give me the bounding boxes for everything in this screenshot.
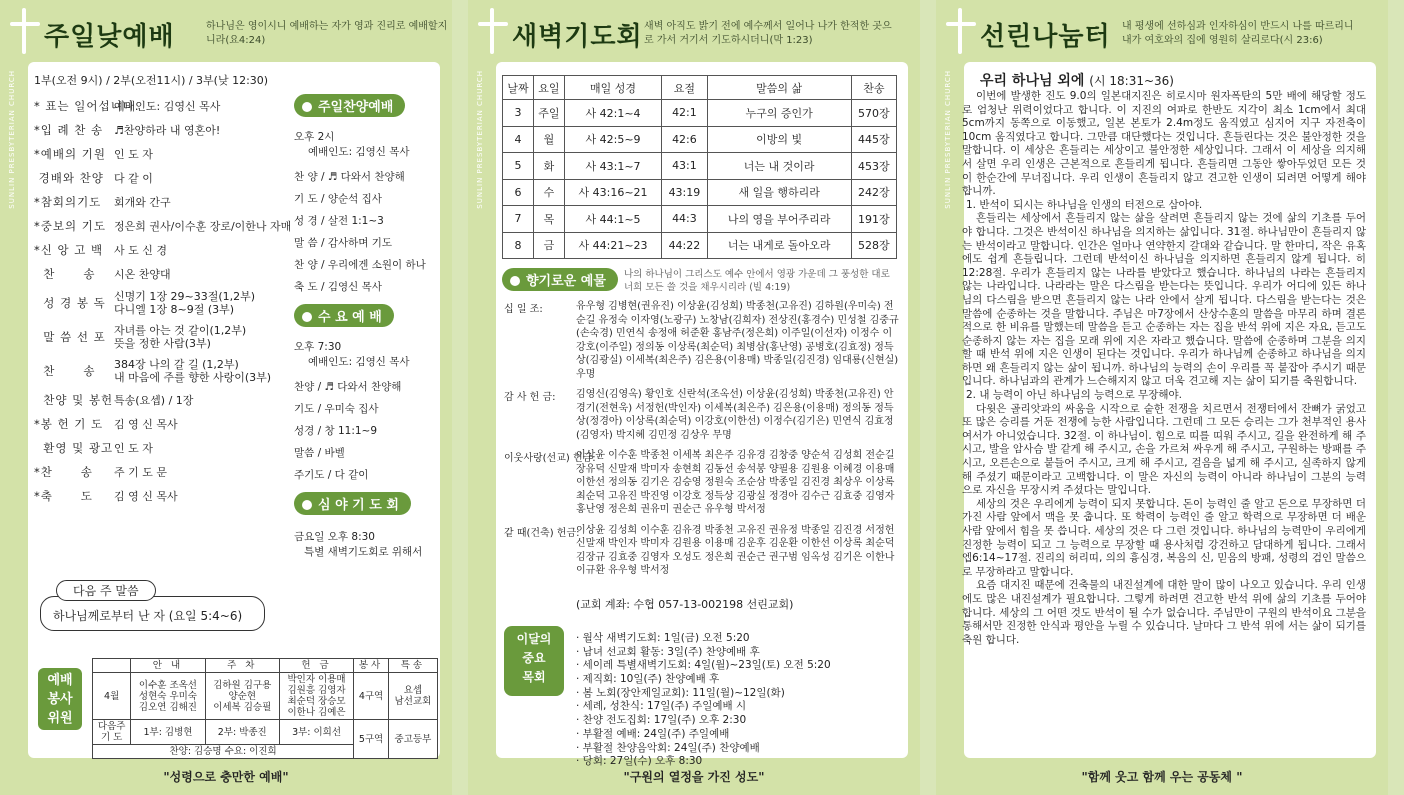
news-item: · 당회: 27일(수) 오후 8:30	[576, 755, 703, 768]
order-item-label: *찬 송	[34, 465, 93, 479]
offering-names: 이상윤 이수훈 박종천 이세복 최은주 김유경 김창중 양순석 김성희 전순길 장유덕 신말재 박미자 송현희 김동선 송석봉 양필용 김원용 이혜경 이용매 이한선 정의동 김기은 김승영 정원숙 조순삼 박종일 김진경 최상우 이상록 최순덕 고유진 박진영 이강호 정득상 김광실 정경아 김수근 김효중 김영자 홍난영 정은희 권유미 권순근 유우형 박서정	[576, 450, 895, 515]
order-row	[34, 320, 294, 354]
order-item-value: 김 영 신 목사	[114, 417, 178, 431]
side-church-name: SUNLIN PRESBYTERIAN CHURCH	[476, 70, 484, 209]
duty-cell: 요셉 남선교회	[388, 673, 437, 720]
order-row	[34, 436, 294, 460]
column-paragraph: 다윗은 골리앗과의 싸움을 시작으로 숱한 전쟁을 치르면서 전쟁터에서 잔뼈가 굵었고 또 많은 승리를 거둔 전쟁에 능한 사람입니다. 그런데 그 모든 승리는 그가 천부적인 용사여서가 아니었습니다. 32절. 이 하나님이. 힘으로 띠를 띠워 주시고, 길을 완전하게 해 주시고, 발을 암사슴 발 같게 해 주시고, 손을 가르쳐 싸우게 해 주시고, 구원하는 방패를 주시고, 오른손으로 붙들어 주시고, 크게 해 주시고, 걸음을 넓게 해 주시고, 실족하지 않게 해 주셨기 때문이라고 고백합니다. 이 말은 자신의 능력이 아니라 하나님이 그분의 능력으로 자신을 무장시켜 주셨다는 말입니다.	[962, 402, 1366, 497]
order-item-value: 주 기 도 문	[114, 465, 167, 479]
dawn-header: 매일 성경	[564, 76, 661, 100]
dawn-header: 말씀의 삶	[707, 76, 851, 100]
news-item: · 월삭 새벽기도회: 1일(금) 오전 5:20	[576, 632, 750, 644]
order-row	[34, 286, 294, 320]
duty-header: 주 차	[205, 659, 279, 673]
cross-icon	[958, 8, 962, 54]
column-ref: (시 18:31~36)	[1089, 74, 1174, 88]
dawn-cell: 사 43:16~21	[564, 179, 661, 206]
order-row	[34, 142, 294, 166]
news-item: · 봄 노회(장안제일교회): 11일(월)~12일(화)	[576, 686, 785, 699]
order-item-label: 찬양 및 봉헌	[34, 393, 114, 407]
dawn-header: 날짜	[503, 76, 534, 100]
order-item-label: 말 씀 선 포	[34, 330, 106, 344]
dawn-cell: 43:1	[662, 153, 707, 180]
order-row	[34, 118, 294, 142]
order-item-label: 환영 및 광고	[34, 441, 114, 455]
order-item-value: 신명기 1장 29~33절(1,2부) 다니엘 1장 8~9절 (3부)	[114, 290, 256, 316]
dawn-cell: 목	[533, 206, 564, 233]
dawn-header: 요일	[533, 76, 564, 100]
duty-cell: 중고등부	[388, 720, 437, 759]
side-church-name: SUNLIN PRESBYTERIAN CHURCH	[8, 70, 16, 209]
column-title-text: 우리 하나님 외에	[980, 73, 1085, 89]
order-item-value: 회개와 간구	[114, 195, 171, 209]
monthly-news-label: 이달의 중요 목회	[504, 626, 564, 696]
news-item: · 세이레 특별새벽기도회: 4일(월)~23일(토) 오전 5:20	[576, 659, 831, 672]
monthly-news	[576, 630, 896, 767]
news-item: · 세례, 성찬식: 17일(주) 주일예배 시	[576, 700, 747, 713]
service-times: 1부(오전 9시) / 2부(오전11시) / 3부(낮 12:30)	[34, 74, 269, 87]
service-row: 성경 / 창 11:1~9	[294, 425, 378, 437]
duty-extra: 찬양: 김승명 수요: 이진희	[93, 745, 354, 759]
order-row	[34, 484, 294, 508]
order-item-label: 경배와 찬양	[34, 171, 104, 185]
order-item-value: 사 도 신 경	[114, 243, 167, 257]
wednesday-title-text: 수 요 예 배	[318, 310, 382, 325]
next-week-label: 다음 주 말씀	[56, 580, 156, 601]
column-subheading: 1. 반석이 되시는 하나님을 인생의 터전으로 삼아야.	[966, 198, 1203, 211]
order-item-label: *신 앙 고 백	[34, 243, 104, 257]
dawn-cell: 수	[533, 179, 564, 206]
order-row	[34, 460, 294, 484]
column-paragraph: 요즘 대지진 때문에 건축물의 내진설계에 대한 말이 많이 나오고 있습니다. 우리 인생에도 많은 내진설계가 필요합니다. 그렇게 하려면 견고한 반석 위에 삶의 기초를 두어야 합니다. 세상의 그 어떤 것도 반석이 될 수가 없습니다. 주님만이 구원의 반석이요 그분을 통해서만 진정한 안식과 평안을 누릴 수 있습니다. 날마다 그 반석 위에 서는 삶이 되기를 축원 합니다.	[962, 579, 1366, 646]
service-row: 성 경 / 살전 1:1~3	[294, 215, 384, 227]
duty-cell: 4구역	[354, 673, 389, 720]
panel-header	[478, 8, 910, 56]
dawn-cell: 누구의 증인가	[707, 100, 851, 127]
duty-cell: 1부: 김병현	[131, 720, 205, 745]
service-row: 축 도 / 김영신 목사	[294, 281, 382, 293]
offering-row	[504, 388, 899, 442]
service-row: 찬양 / ♬ 다와서 찬양해	[294, 381, 402, 393]
dawn-cell: 주일	[533, 100, 564, 127]
order-item-value: 시온 찬양대	[114, 267, 171, 281]
news-item: · 부활절 예배: 24일(주) 주일예배	[576, 727, 730, 740]
panel-motto: "구원의 열정을 가진 성도"	[623, 770, 765, 784]
dot-icon	[302, 102, 312, 112]
order-item-label: *축 도	[34, 489, 93, 503]
wednesday-service-title	[294, 304, 394, 327]
offering-type: 십 일 조:	[504, 304, 543, 315]
dawn-row	[503, 100, 897, 127]
next-week-sermon: 하나님께로부터 난 자 (요일 5:4~6)	[40, 596, 265, 631]
offering-names: 이상윤 김성희 이수훈 김유경 박종천 고유진 권유정 박종일 김진경 서정헌 신말재 박인자 박미자 김원용 이용매 김운후 김운환 이한선 이상록 최순덕 김장규 김효중 김영자 오성도 정은희 권순근 권구범 임옥성 김기은 이한나 이규환 유우형 박서정	[576, 524, 895, 576]
cross-bar	[478, 22, 508, 26]
panel-title: 선린나눔터	[980, 22, 1111, 52]
offering-verse: 나의 하나님이 그리스도 예수 안에서 영광 가운데 그 풍성한 대로 너희 모든 쓸 것을 채우시리라 (빌 4:19)	[624, 269, 890, 293]
dot-icon	[302, 500, 312, 510]
order-item-label: *예배의 기원	[34, 147, 106, 161]
dawn-cell: 570장	[851, 100, 896, 127]
dawn-cell: 이방의 빛	[707, 126, 851, 153]
offering-row	[504, 300, 899, 381]
order-row	[34, 354, 294, 388]
dawn-cell: 금	[533, 232, 564, 259]
worship-order	[34, 72, 294, 508]
dawn-row	[503, 126, 897, 153]
service-row: 말씀 / 바벨	[294, 447, 345, 459]
dawn-cell: 7	[503, 206, 534, 233]
dawn-row	[503, 153, 897, 180]
dawn-cell: 3	[503, 100, 534, 127]
duty-header: 특송	[388, 659, 437, 673]
duty-cell: 3부: 이희선	[279, 720, 353, 745]
dawn-cell: 44:3	[662, 206, 707, 233]
dawn-cell: 44:22	[662, 232, 707, 259]
dawn-cell: 4	[503, 126, 534, 153]
order-item-value: 인 도 자	[114, 147, 153, 161]
duty-cell: 5구역	[354, 720, 389, 759]
order-item-value: 인 도 자	[114, 441, 153, 455]
column-paragraph: 세상의 것은 우리에게 능력이 되지 못합니다. 돈이 능력인 줄 알고 돈으로 무장하면 더 가진 사람 앞에서 맥을 못 춥니다. 또 학력이 능력인 줄 알고 학력으로 무장하면 더 배운 사람 앞에서 힘을 못 씁니다. 세상의 것은 다 그런 것입니다. 하나님의 능력만이 우리에게 진정한 능력이 되고 그 능력으로 무장할 때 용사처럼 강건하고 담대하게 됩니다. 그래서 엡6:14~17절. 진리의 허리띠, 의의 흉심경, 복음의 신, 믿음의 방패, 성령의 검인 말씀으로 무장하라고 말합니다.	[962, 497, 1366, 578]
praise-title-text: 주일찬양예배	[318, 100, 394, 115]
order-row	[34, 262, 294, 286]
order-item-label: 찬 송	[34, 267, 96, 281]
dawn-cell: 사 43:1~7	[564, 153, 661, 180]
dawn-cell: 528장	[851, 232, 896, 259]
cross-bar	[946, 22, 976, 26]
dawn-header: 찬송	[851, 76, 896, 100]
side-church-name: SUNLIN PRESBYTERIAN CHURCH	[944, 70, 952, 209]
panel-title: 주일낮예배	[44, 22, 175, 52]
dawn-cell: 191장	[851, 206, 896, 233]
dawn-row	[503, 206, 897, 233]
column-paragraph: 흔들리는 세상에서 흔들리지 않는 삶을 살려면 흔들리지 않는 것에 삶의 기초를 두어야 합니다. 그것은 반석이신 하나님을 의지하는 삶입니다. 31절. 하나님만이 흔들리지 않는 반석이라고 말합니다. 인간은 얼마나 연약한지 갈대와 같습니다. 말 한마디, 작은 유혹에도 쉽게 흔들립니다. 그런데 반석이신 하나님을 의지하면 흔들리지 않게 됩니다. 히12:28절. 우리가 흔들리지 않는 나라를 받았다고 했습니다. 하나님의 나라는 흔들리지 않는 나라입니다. 나라라는 말은 다스림을 받는다는 뜻입니다. 우리가 어디에 있든 하나님의 다스림을 받으면 흔들리지 않는 나라 안에서 살게 됩니다. 다스림을 받는다는 것은 말씀에 순종하는 것을 말합니다. 주님은 마7장에서 산상수훈의 말씀을 마무리 하며 결론적으로 한 비유를 말했는데 말씀을 듣고 순종하는 자는 집을 반석 위에 지은 자요, 듣고도 순종하지 않는 자는 집을 모래 위에 지은 자라고 했습니다. 말씀에 순종하며 그분을 의지할 때 반석 위에 지은 인생이 된다는 것입니다. 우리가 하나님께 순종하고 하나님을 의지하면 왜 흔들리지 않는 삶이 됩니까. 하나님의 능력의 손이 우리를 꼭 붙잡아 주시기 때문입니다. 하나님과의 관계가 느슨해지지 않고 더욱 견고해 지는 삶이 되기를 축원합니다.	[962, 212, 1366, 388]
service-row: 말 씀 / 감사하며 기도	[294, 237, 393, 249]
column-body	[962, 90, 1366, 647]
cross-icon	[22, 8, 26, 54]
offering-type: 같 때(건축) 헌금:	[504, 527, 580, 539]
dawn-cell: 사 42:5~9	[564, 126, 661, 153]
order-row	[34, 388, 294, 412]
order-item-value: 다 같 이	[114, 171, 153, 185]
news-item: · 남녀 선교회 활동: 3일(주) 찬양예배 후	[576, 645, 760, 658]
column-subheading: 2. 내 능력이 아닌 하나님의 능력으로 무장해야.	[966, 389, 1182, 402]
offering-title-text: 향기로운 예물	[526, 274, 606, 289]
order-item-value: 김 영 신 목사	[114, 489, 178, 503]
duty-cell: 김하원 김구용 양순현 이세복 김승필	[205, 673, 279, 720]
duty-header: 안 내	[131, 659, 205, 673]
dot-icon	[302, 312, 312, 322]
night-prayer-title	[294, 492, 411, 515]
duty-table	[92, 658, 438, 759]
order-row	[34, 190, 294, 214]
order-item-label: 찬 송	[34, 364, 96, 378]
offering-list	[504, 300, 899, 585]
panel-title: 새벽기도회	[512, 22, 643, 52]
order-item-value: 384장 나의 갈 길 (1,2부) 내 마음에 주를 향한 사랑이(3부)	[114, 358, 272, 384]
header-verse: 새벽 아직도 밝기 전에 예수께서 일어나 나가 한적한 곳으로 가서 거기서 기도하시더니(막 1:23)	[644, 21, 892, 46]
news-item: · 제직회: 10일(주) 찬양예배 후	[576, 673, 720, 686]
duty-cell: 박인자 이용매 김원흥 김영자 최순덕 장승모 이한나 김예은	[279, 673, 353, 720]
dawn-cell: 월	[533, 126, 564, 153]
cross-bar	[10, 22, 40, 26]
order-row	[34, 214, 294, 238]
dawn-cell: 42:1	[662, 100, 707, 127]
order-item-value: 자녀를 아는 것 같이(1,2부) 뜻을 정한 사람(3부)	[114, 324, 247, 350]
order-item-label: *봉 헌 기 도	[34, 417, 104, 431]
night-time: 금요일 오후 8:30	[294, 531, 375, 543]
duty-cell: 4월	[93, 673, 131, 720]
praise-leader: 예배인도: 김영신 목사	[308, 146, 410, 158]
dawn-cell: 453장	[851, 153, 896, 180]
panel-header	[946, 8, 1378, 56]
service-row: 주기도 / 다 같이	[294, 469, 369, 481]
dawn-cell: 사 44:21~23	[564, 232, 661, 259]
panel-header	[10, 8, 448, 56]
duty-committee-label: 예배 봉사 위원	[38, 668, 82, 730]
bank-account: (교회 계좌: 수협 057-13-002198 선린교회)	[576, 598, 794, 611]
panel-motto: "함께 웃고 함께 우는 공동체 "	[1081, 770, 1243, 784]
praise-time: 오후 2시	[294, 131, 335, 143]
order-item-label: *참회의기도	[34, 195, 102, 209]
dawn-cell: 8	[503, 232, 534, 259]
offering-row	[504, 524, 899, 578]
service-row: 기도 / 우미숙 집사	[294, 403, 379, 415]
order-row	[34, 94, 294, 118]
service-row: 찬 양 / ♬ 다와서 찬양해	[294, 171, 405, 183]
other-services	[294, 94, 444, 566]
praise-service-title	[294, 94, 405, 117]
night-title-text: 심 야 기 도 회	[318, 498, 399, 513]
dawn-cell: 6	[503, 179, 534, 206]
duty-header: 봉사	[354, 659, 389, 673]
dawn-cell: 42:6	[662, 126, 707, 153]
order-item-label: * 표는 일어섭니다.	[34, 99, 140, 113]
order-row	[34, 166, 294, 190]
order-item-value: ♬찬양하라 내 영혼아!	[114, 123, 221, 137]
order-item-label: *중보의 기도	[34, 219, 106, 233]
order-item-value: 정은희 권사/이수훈 장로/이한나 자매	[114, 219, 292, 233]
service-row: 기 도 / 양순석 집사	[294, 193, 382, 205]
order-item-value: 특송(요셉) / 1장	[114, 393, 194, 407]
dawn-prayer-table	[502, 75, 897, 259]
service-row: 찬 양 / 우리에겐 소원이 하나	[294, 259, 426, 271]
duty-header: 헌 금	[279, 659, 353, 673]
dawn-cell: 445장	[851, 126, 896, 153]
news-item: · 부활절 찬양음악회: 24일(주) 찬양예배	[576, 741, 760, 754]
offering-type: 이웃사랑(선교) 헌금:	[504, 453, 596, 464]
panel-motto: "성령으로 충만한 예배"	[163, 770, 289, 784]
news-item: · 찬양 전도집회: 17일(주) 오후 2:30	[576, 714, 747, 727]
column-title	[980, 70, 1174, 90]
order-item-label: *입 례 찬 송	[34, 123, 104, 137]
duty-cell: 이수훈 조옥선 성현숙 우미숙 김오연 김해진	[131, 673, 205, 720]
dawn-cell: 사 44:1~5	[564, 206, 661, 233]
night-note: 특별 새벽기도회로 위해서	[304, 546, 423, 558]
dawn-row	[503, 232, 897, 259]
dawn-cell: 새 일을 행하리라	[707, 179, 851, 206]
header-verse: 내 평생에 선하심과 인자하심이 반드시 나를 따르리니 내가 여호와의 집에 영원히 살리로다(시 23:6)	[1122, 21, 1354, 46]
offering-title	[502, 268, 618, 291]
dawn-cell: 사 42:1~4	[564, 100, 661, 127]
dawn-header: 요절	[662, 76, 707, 100]
offering-type: 감 사 헌 금:	[504, 392, 556, 403]
dawn-cell: 너는 내게로 돌아오라	[707, 232, 851, 259]
order-row	[34, 412, 294, 436]
header-verse: 하나님은 영이시니 예배하는 자가 영과 진리로 예배할지니라(요4:24)	[206, 21, 448, 46]
offering-names: 유우형 김병현(권유진) 이상윤(김성희) 박종천(고유진) 김하원(우미숙) 전순길 유정숙 이자영(노광구) 노창남(김희자) 전상진(홍경수) 민성철 김중규(손숙경) 민연식 송정애 허준환 홍남주(정은희) 이주일(이선자) 이정수 이강호(이주일) 정의동 이상록(최순덕) 최병삼(홍난영) 공병호(김효정) 정득상(김광실) 이세복(최은주) 김은용(이용매) 박종일(김진경) 임대룡(신현실) 우명	[576, 301, 899, 380]
dawn-cell: 5	[503, 153, 534, 180]
dawn-row	[503, 179, 897, 206]
duty-cell: 2부: 박종진	[205, 720, 279, 745]
order-item-value: 예배인도: 김영신 목사	[114, 99, 221, 113]
order-row	[34, 238, 294, 262]
duty-header	[93, 659, 131, 673]
dawn-cell: 화	[533, 153, 564, 180]
offering-row	[504, 449, 899, 517]
dawn-cell: 나의 영을 부어주리라	[707, 206, 851, 233]
cross-icon	[490, 8, 494, 54]
dawn-cell: 43:19	[662, 179, 707, 206]
column-paragraph: 이번에 발생한 진도 9.0의 일본대지진은 히로시마 원자폭탄의 5만 배에 해당할 정도로 엄청난 위력이었다고 합니다. 이 지진의 여파로 한반도 지각이 최소 1cm에서 최대 5cm까지 동쪽으로 이동했고, 일본 본토가 2.4m정도 움직였고 심지어 지구 자전축이 10cm 움직였다고 합니다. 그만큼 대단했다는 것입니다. 흔들린다는 것은 불안정한 것을 말합니다. 이 세상은 흔들리는 세상이고 불안정한 세상입니다. 그래서 이 세상을 의지해서 살면 우리 인생은 근본적으로 흔들리게 됩니다. 흔들리면 그동안 쌓아두었던 모든 것이 한순간에 무너집니다. 우리 인생이 흔들리지 않고 견고한 인생이 되려면 어떻게 해야 합니까.	[962, 90, 1366, 198]
duty-cell: 다음주 기 도	[93, 720, 131, 745]
order-item-label: 성 경 봉 독	[34, 296, 106, 310]
dawn-cell: 242장	[851, 179, 896, 206]
dot-icon	[510, 276, 520, 286]
dawn-cell: 너는 내 것이라	[707, 153, 851, 180]
wednesday-time: 오후 7:30	[294, 341, 342, 353]
offering-names: 김영신(김영옥) 황인호 신란석(조옥선) 이상윤(김성희) 박종천(고유진) 안경기(전현욱) 서정헌(박인자) 이세복(최은주) 김은용(이용매) 정의동 정득상(정경아) 이상록(최순덕) 이강호(이한선) 이정수(김기은) 민연식 김효정(김영자) 박지혜 김민정 김상우 무명	[576, 389, 894, 441]
wednesday-leader: 예배인도: 김영신 목사	[308, 356, 410, 368]
